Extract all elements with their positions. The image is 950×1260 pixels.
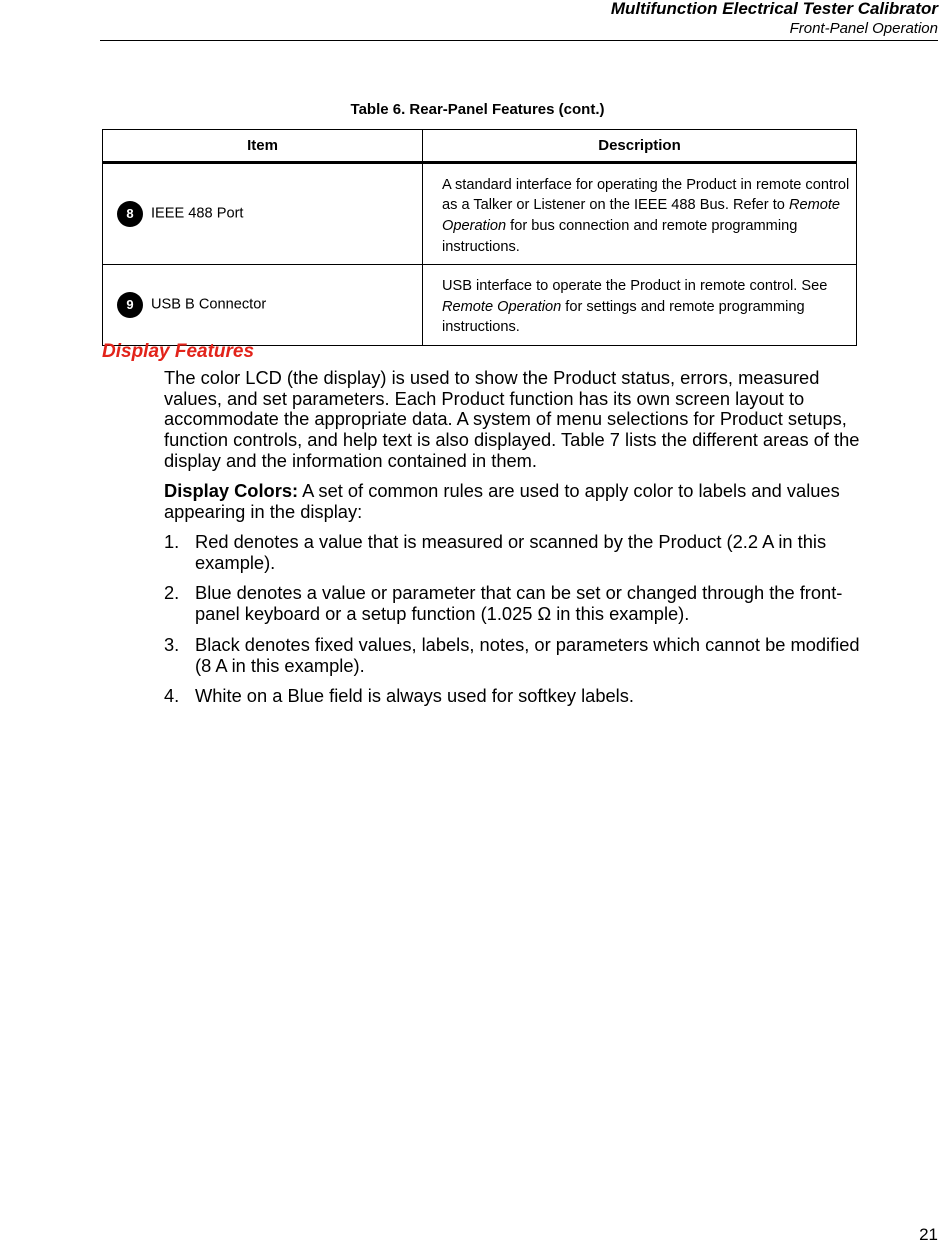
list-item: [164, 635, 864, 676]
item-label: IEEE 488 Port: [151, 205, 244, 222]
list-number: 4.: [164, 685, 180, 707]
display-colors-text: A set of common rules are used to apply color to labels and values appearing in the display:: [164, 480, 840, 522]
list-item: [164, 532, 864, 573]
description-text: USB interface to operate the Product in remote control. See: [442, 277, 828, 294]
list-number: 1.: [164, 531, 180, 552]
color-rules-list: [164, 532, 864, 717]
item-cell: [103, 265, 423, 346]
rear-panel-features-table: [102, 129, 857, 346]
table-caption: Table 6. Rear-Panel Features (cont.): [350, 101, 605, 118]
table-row: [103, 163, 857, 265]
description-text: for settings and remote programming instructions.: [442, 298, 805, 336]
list-text: Red denotes a value that is measured or scanned by the Product (2.2 A in this example).: [195, 531, 827, 573]
list-number: 3.: [164, 633, 180, 655]
table-row: [103, 265, 857, 346]
list-text: Blue denotes a value or parameter that can be set or changed through the front-panel keyboard or a setup function (1.025 Ω in this example).: [195, 582, 843, 625]
chapter-title: Front-Panel Operation: [789, 20, 938, 37]
column-header-description: Description: [423, 130, 857, 163]
document-title: Multifunction Electrical Tester Calibrator: [610, 0, 938, 18]
intro-paragraph: The color LCD (the display) is used to show the Product status, errors, measured values, and set parameters. Each Product function has its own screen layout to accommodate the appropriate data. A system of menu selections for Product setups, function controls, and help text is also displayed. Table 7 lists the different areas of the display and the information contained in them.: [164, 367, 860, 471]
callout-number-badge: 8: [117, 201, 143, 227]
item-label: USB B Connector: [151, 296, 267, 313]
display-colors-label: Display Colors:: [164, 480, 299, 501]
list-text: White on a Blue field is always used for softkey labels.: [195, 685, 634, 707]
list-text: Black denotes fixed values, labels, notes, or parameters which cannot be modified (8 A in this example).: [195, 633, 860, 676]
cross-reference: Remote Operation: [442, 197, 841, 234]
cross-reference: Remote Operation: [442, 298, 562, 315]
description-text: A standard interface for operating the Product in remote control as a Talker or Listener on the IEEE 488 Bus. Refer to: [442, 176, 850, 214]
display-colors-paragraph: [164, 481, 864, 522]
description-cell: [423, 265, 857, 346]
callout-number-badge: 9: [117, 292, 143, 318]
section-heading: Display Features: [102, 341, 255, 362]
list-item: [164, 686, 864, 707]
list-number: 2.: [164, 582, 180, 604]
description-text: for bus connection and remote programming instructions.: [442, 218, 798, 255]
header-divider: [100, 40, 938, 41]
description-cell: [423, 163, 857, 265]
item-cell: [103, 163, 423, 265]
page-number: 21: [919, 1225, 938, 1244]
column-header-item: Item: [103, 130, 423, 163]
list-item: [164, 583, 864, 624]
table-header-row: [103, 130, 857, 163]
